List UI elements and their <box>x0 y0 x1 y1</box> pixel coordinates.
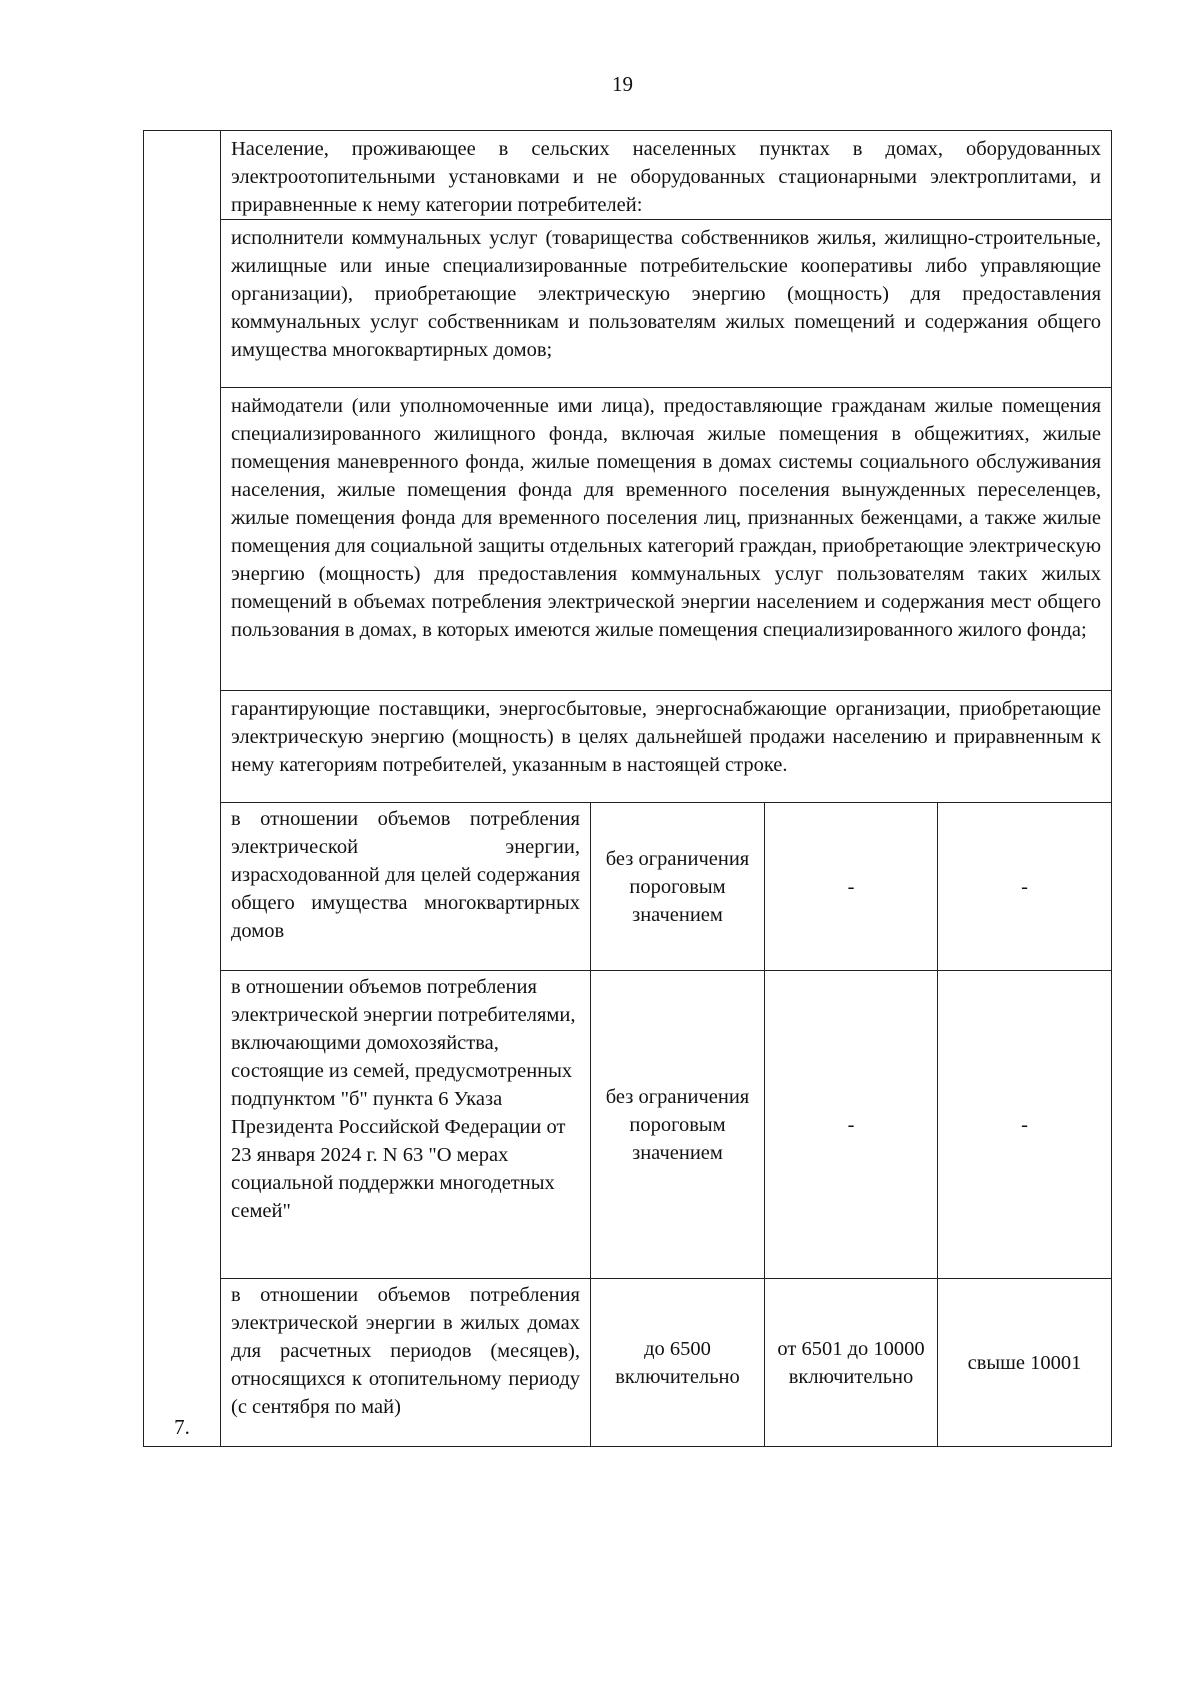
row-description: в отношении объемов потребления электрической энергии потребителями, включающими домохозяйства, состоящие из семей, предусмотренных подпунктом "б" пункта 6 Указа Президента Российской Федерации от 23 января 2024 г. N 63 "О мерах социальной поддержки многодетных семей" <box>221 971 591 1279</box>
table-row <box>144 220 1112 388</box>
range-low-cell: без ограничения пороговым значением <box>591 971 765 1279</box>
table-row <box>144 131 1112 220</box>
paragraph-landlords: наймодатели (или уполномоченные ими лица), предоставляющие гражданам жилые помещения специализированного жилищного фонда, включая жилые помещения в общежитиях, жилые помещения маневренного фонда, жилые помещения в домах системы социального обслуживания населения, жилые помещения фонда для временного поселения вынужденных переселенцев, жилые помещения фонда для временного поселения лиц, признанных беженцами, а также жилые помещения для социальной защиты отдельных категорий граждан, приобретающие электрическую энергию (мощность) для предоставления коммунальных услуг пользователям таких жилых помещений в объемах потребления электрической энергии населением и содержания мест общего пользования в домах, в которых имеются жилые помещения специализированного жилого фонда; <box>221 388 1112 691</box>
range-mid-cell: - <box>765 803 938 971</box>
row-description: в отношении объемов потребления электрической энергии, израсходованной для целей содержания общего имущества многоквартирных домов <box>221 803 591 971</box>
tariff-table <box>143 130 1112 1447</box>
table-row <box>144 803 1112 971</box>
range-high-cell: свыше 10001 <box>938 1279 1112 1447</box>
table-row <box>144 971 1112 1279</box>
paragraph-population: Население, проживающее в сельских населенных пунктах в домах, оборудованных электроотопительными установками и не оборудованных стационарными электроплитами, и приравненные к нему категории потребителей: <box>221 131 1112 220</box>
row-description: в отношении объемов потребления электрической энергии в жилых домах для расчетных периодов (месяцев), относящихся к отопительному периоду (с сентября по май) <box>221 1279 591 1447</box>
range-low-cell: до 6500 включительно <box>591 1279 765 1447</box>
range-mid-cell: от 6501 до 10000 включительно <box>765 1279 938 1447</box>
range-mid-cell: - <box>765 971 938 1279</box>
table-row <box>144 1279 1112 1447</box>
range-high-cell: - <box>938 971 1112 1279</box>
range-low-cell: без ограничения пороговым значением <box>591 803 765 971</box>
paragraph-utility-providers: исполнители коммунальных услуг (товарищества собственников жилья, жилищно-строительные, жилищные или иные специализированные потребительские кооперативы либо управляющие организации), приобретающие электрическую энергию (мощность) для предоставления коммунальных услуг собственникам и пользователям жилых помещений и содержания общего имущества многоквартирных домов; <box>221 220 1112 388</box>
page-number: 19 <box>612 72 633 96</box>
row-number: 7. <box>174 1415 190 1439</box>
range-high-cell: - <box>938 803 1112 971</box>
table-row <box>144 691 1112 803</box>
row-number-cell <box>144 131 221 1447</box>
table-row <box>144 388 1112 691</box>
paragraph-suppliers: гарантирующие поставщики, энергосбытовые, энергоснабжающие организации, приобретающие электрическую энергию (мощность) в целях дальнейшей продажи населению и приравненным к нему категориям потребителей, указанным в настоящей строке. <box>221 691 1112 803</box>
